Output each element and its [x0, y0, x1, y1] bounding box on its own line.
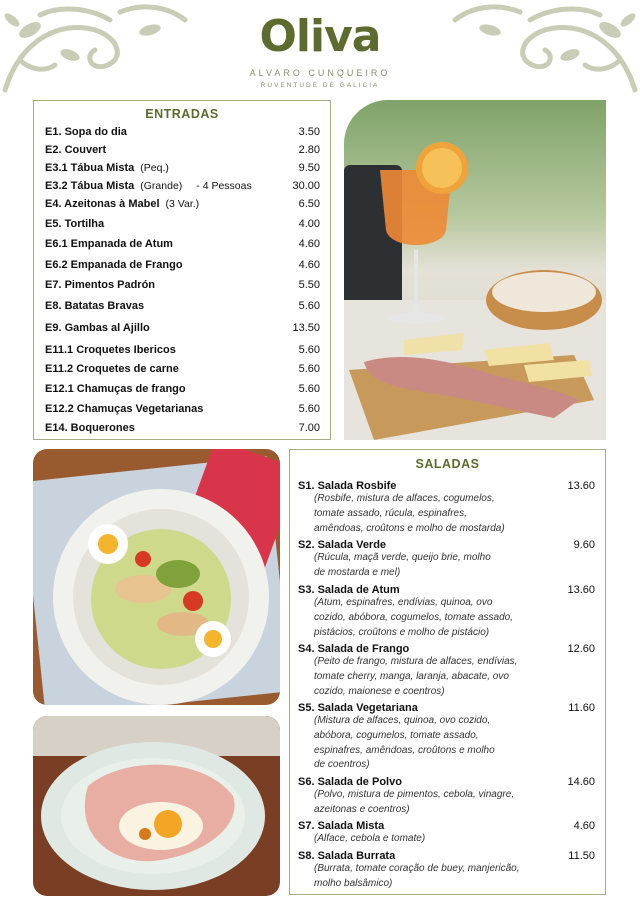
saladas-section: [289, 449, 606, 895]
brand-header: [0, 8, 640, 89]
menu-item: [45, 126, 320, 138]
menu-item: [45, 363, 320, 375]
item-description: espinafres, amêndoas, croûtons e molho: [314, 744, 495, 756]
menu-item: [45, 198, 320, 210]
item-name: E12.1 Chamuças de frango: [45, 383, 186, 395]
item-name: S2. Salada Verde: [298, 539, 387, 551]
item-name: E3.1 Tábua Mista: [45, 162, 135, 174]
photo-chicken-salad: [33, 449, 280, 705]
item-description: (Peito de frango, mistura de alfaces, endívias,: [314, 656, 518, 667]
salad-item: [298, 480, 595, 536]
entradas-section: [33, 100, 331, 440]
item-price: 13.50: [292, 322, 320, 334]
item-price: 4.00: [298, 218, 320, 230]
brand-tagline: RUVENTUDE DE GALICIA: [260, 82, 380, 89]
item-price: 3.50: [298, 126, 320, 138]
section-title: ENTRADAS: [145, 107, 219, 121]
salad-item: [298, 776, 595, 818]
item-price: 5.60: [298, 383, 320, 395]
menu-item: [45, 422, 320, 434]
item-name: E2. Couvert: [45, 144, 107, 156]
item-description: tomate cherry, manga, laranja, abacate, ovo: [314, 670, 509, 682]
item-name: E8. Batatas Bravas: [45, 300, 145, 312]
item-price: 4.60: [573, 820, 595, 832]
menu-item: [45, 300, 320, 312]
item-price: 4.60: [298, 238, 320, 250]
item-price: 5.60: [298, 300, 320, 312]
item-description: tomate assado, rúcula, espinafres,: [314, 507, 467, 519]
menu-item: [45, 383, 320, 395]
item-description: amêndoas, croûtons e molho de mostarda): [314, 522, 505, 534]
item-name: S3. Salada de Atum: [298, 584, 400, 596]
item-description: (Polvo, mistura de pimentos, cebola, vinagre,: [314, 789, 515, 800]
item-name: E11.2 Croquetes de carne: [45, 363, 179, 375]
item-description: cozido, abóbora, cogumelos, tomate assado,: [314, 611, 514, 623]
item-note: (Grande): [140, 180, 183, 192]
item-name: E1. Sopa do dia: [45, 126, 127, 138]
item-name: S5. Salada Vegetariana: [298, 702, 418, 714]
item-name: E9. Gambas al Ajillo: [45, 322, 150, 334]
item-price: 5.60: [298, 363, 320, 375]
salad-item: [298, 820, 595, 847]
item-description: azeitonas e coentros): [314, 803, 410, 815]
item-price: 2.80: [298, 144, 320, 156]
menu-item: [45, 180, 320, 192]
item-name: E6.2 Empanada de Frango: [45, 259, 183, 271]
item-price: 14.60: [567, 776, 595, 788]
item-note: - 4 Pessoas: [196, 180, 252, 192]
item-name: E7. Pimentos Padrón: [45, 279, 156, 291]
item-description: cozido, maionese e coentros): [314, 685, 445, 697]
item-note: (Peq.): [140, 162, 169, 174]
item-price: 30.00: [292, 180, 320, 192]
item-name: E3.2 Tábua Mista: [45, 180, 135, 192]
item-name: S8. Salada Burrata: [298, 850, 396, 862]
salad-item: [298, 643, 595, 699]
salad-item: [298, 584, 595, 640]
menu-item: [45, 344, 320, 356]
item-description: de coentros): [314, 759, 370, 771]
item-description: abóbora, cogumelos, tomate assado,: [314, 729, 479, 741]
item-price: 5.50: [298, 279, 320, 291]
item-price: 7.00: [298, 422, 320, 434]
section-title: SALADAS: [415, 457, 480, 471]
item-description: molho balsâmico): [314, 877, 393, 889]
item-price: 9.50: [298, 162, 320, 174]
item-name: S7. Salada Mista: [298, 820, 385, 832]
salad-item: [298, 539, 595, 581]
item-description: (Burrata, tomate coração de buey, manjericão,: [314, 863, 520, 874]
menu-item: [45, 279, 320, 291]
menu-item: [45, 259, 320, 271]
item-price: 6.50: [298, 198, 320, 210]
item-name: E6.1 Empanada de Atum: [45, 238, 173, 250]
item-description: (Mistura de alfaces, quinoa, ovo cozido,: [314, 715, 491, 726]
salad-item: [298, 702, 595, 773]
item-description: de mostarda e mel): [314, 566, 401, 578]
item-description: pistácios, croûtons e molho de pistácio): [314, 626, 490, 638]
item-description: (Rosbife, mistura de alfaces, cogumelos,: [314, 493, 495, 504]
salad-item: [298, 850, 595, 892]
brand-subtitle: ALVARO CUNQUEIRO: [249, 68, 391, 78]
item-price: 4.60: [298, 259, 320, 271]
menu-item: [45, 403, 320, 415]
item-name: E5. Tortilha: [45, 218, 105, 230]
item-name: E11.1 Croquetes Ibericos: [45, 344, 176, 356]
menu-item: [45, 162, 320, 174]
item-price: 12.60: [567, 643, 595, 655]
item-description: (Rúcula, maçã verde, queijo brie, molho: [314, 552, 491, 563]
item-price: 5.60: [298, 403, 320, 415]
item-description: (Atum, espinafres, endívias, quinoa, ovo: [314, 597, 493, 608]
item-name: E12.2 Chamuças Vegetarianas: [45, 403, 204, 415]
brand-logo: Oliva: [259, 11, 381, 62]
item-name: S6. Salada de Polvo: [298, 776, 402, 788]
item-price: 9.60: [573, 539, 595, 551]
item-price: 5.60: [298, 344, 320, 356]
item-note: (3 Var.): [165, 198, 200, 210]
item-name: E4. Azeitonas à Mabel: [45, 198, 160, 210]
item-name: S4. Salada de Frango: [298, 643, 410, 655]
item-name: E14. Boquerones: [45, 422, 135, 434]
item-description: (Alface, cebola e tomate): [314, 833, 426, 844]
menu-item: [45, 238, 320, 250]
menu-item: [45, 322, 320, 334]
menu-item: [45, 218, 320, 230]
photo-eggs-ham: [33, 716, 280, 896]
item-price: 11.60: [568, 702, 595, 714]
item-price: 13.60: [567, 584, 595, 596]
menu-item: [45, 144, 320, 156]
item-price: 13.60: [567, 480, 595, 492]
photo-aperol-charcuterie: [344, 100, 606, 440]
item-name: S1. Salada Rosbife: [298, 480, 397, 492]
item-price: 11.50: [568, 850, 595, 862]
